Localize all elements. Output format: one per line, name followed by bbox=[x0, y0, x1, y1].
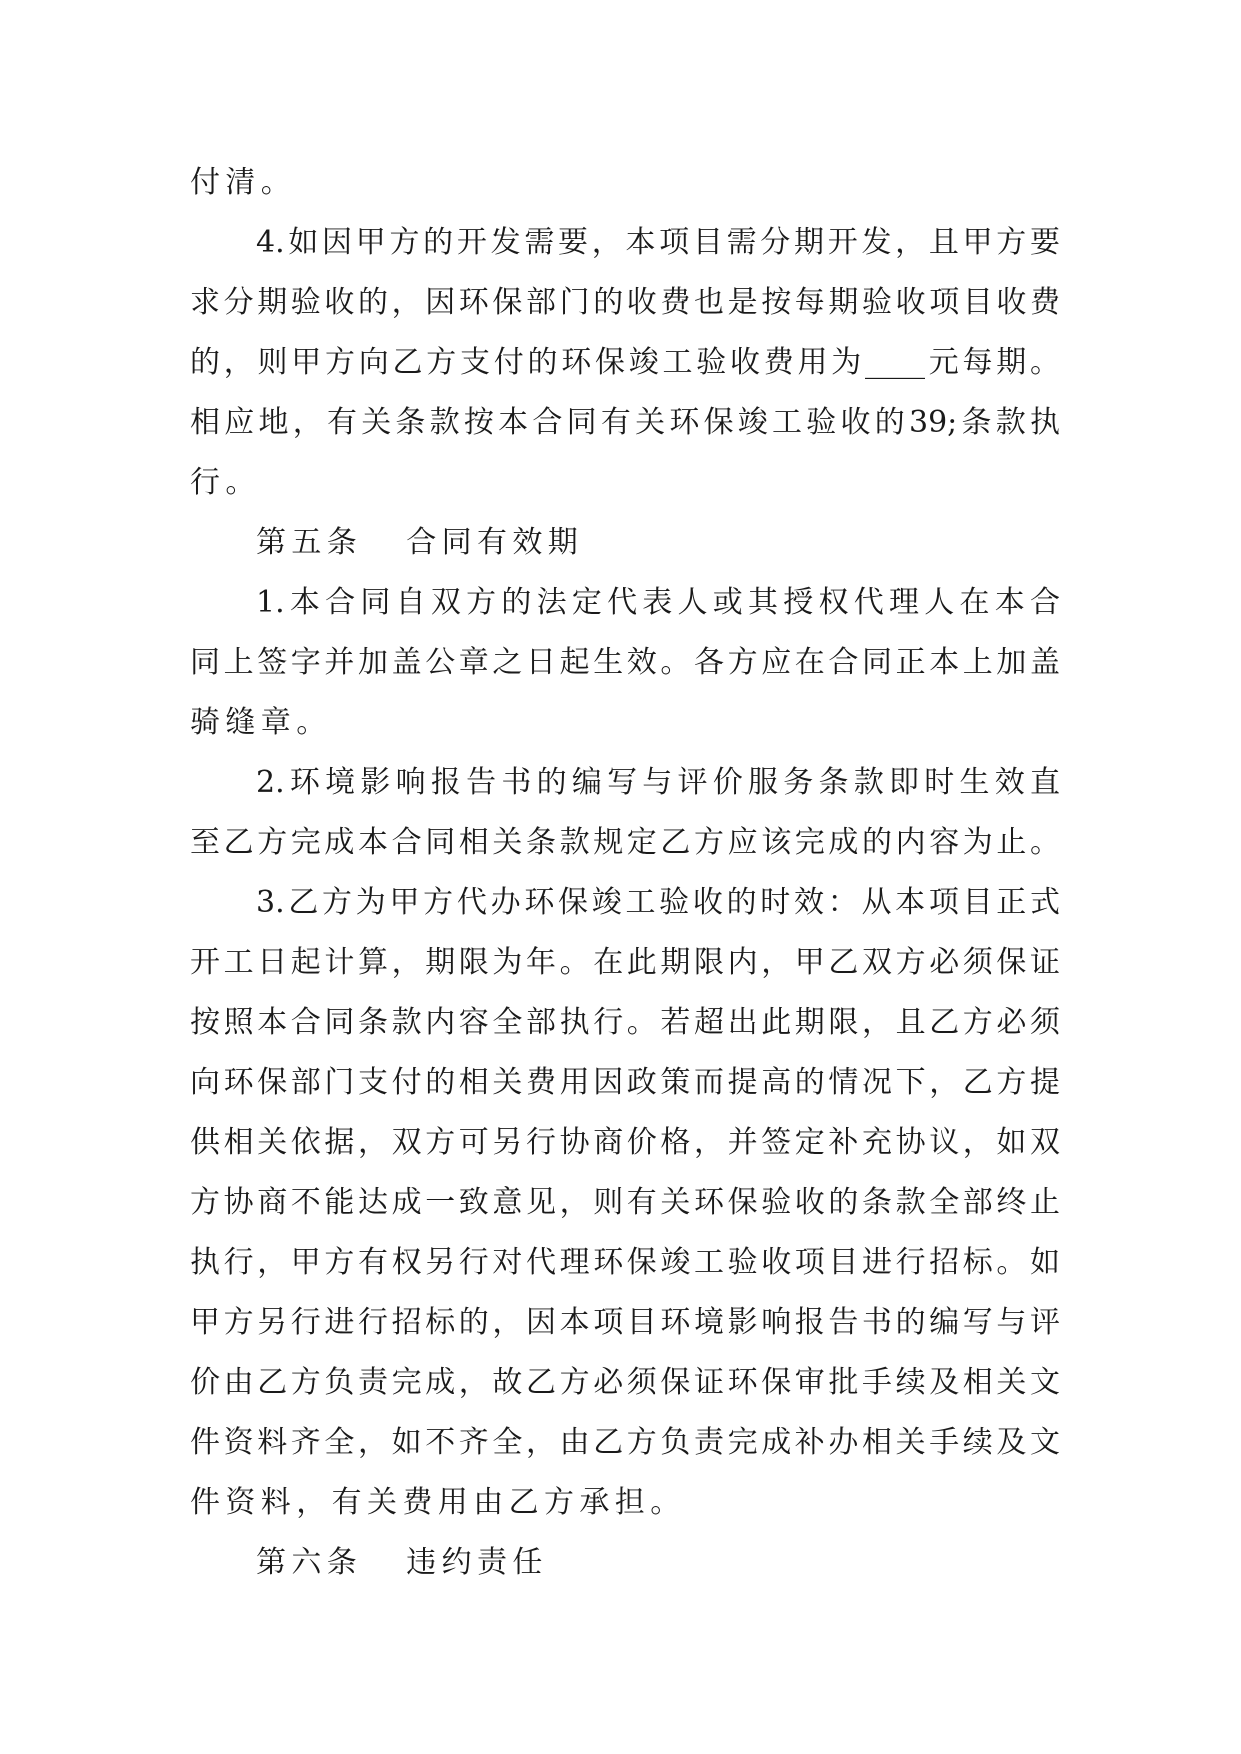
paragraph-line: 2.环境影响报告书的编写与评价服务条款即时生效直 bbox=[256, 765, 1060, 800]
article-heading-5 bbox=[190, 513, 1060, 573]
paragraph-line: 相应地，有关条款按本合同有关环保竣工验收的39;条款执 bbox=[190, 405, 1060, 440]
article-number: 第五条 bbox=[256, 525, 363, 560]
paragraph-line: 价由乙方负责完成，故乙方必须保证环保审批手续及相关文 bbox=[190, 1365, 1060, 1400]
paragraph-line: 至乙方完成本合同相关条款规定乙方应该完成的内容为止。 bbox=[190, 825, 1060, 860]
article-number: 第六条 bbox=[256, 1545, 363, 1580]
article-title: 违约责任 bbox=[406, 1545, 548, 1580]
paragraph-line: 付清。 bbox=[190, 165, 297, 200]
paragraph-line: 供相关依据，双方可另行协商价格，并签定补充协议，如双 bbox=[190, 1125, 1060, 1160]
paragraph-line: 件资料，有关费用由乙方承担。 bbox=[190, 1485, 686, 1520]
paragraph-line: 1.本合同自双方的法定代表人或其授权代理人在本合 bbox=[256, 585, 1060, 620]
paragraph-line: 求分期验收的，因环保部门的收费也是按每期验收项目收费 bbox=[190, 285, 1060, 320]
paragraph-line: 3.乙方为甲方代办环保竣工验收的时效：从本项目正式 bbox=[256, 885, 1060, 920]
paragraph-line: 的，则甲方向乙方支付的环保竣工验收费用为____元每期。 bbox=[190, 345, 1060, 380]
contract-text bbox=[190, 153, 1060, 1593]
paragraph-line: 行。 bbox=[190, 465, 261, 500]
paragraph-line: 方协商不能达成一致意见，则有关环保验收的条款全部终止 bbox=[190, 1185, 1060, 1220]
paragraph-line: 开工日起计算，期限为年。在此期限内，甲乙双方必须保证 bbox=[190, 945, 1060, 980]
paragraph-line: 4.如因甲方的开发需要，本项目需分期开发，且甲方要 bbox=[256, 225, 1060, 260]
article-title: 合同有效期 bbox=[406, 525, 584, 560]
article-heading-6 bbox=[190, 1533, 1060, 1593]
paragraph-line: 向环保部门支付的相关费用因政策而提高的情况下，乙方提 bbox=[190, 1065, 1060, 1100]
paragraph-line: 骑缝章。 bbox=[190, 705, 332, 740]
paragraph-line: 按照本合同条款内容全部执行。若超出此期限，且乙方必须 bbox=[190, 1005, 1060, 1040]
paragraph-line: 执行，甲方有权另行对代理环保竣工验收项目进行招标。如 bbox=[190, 1245, 1060, 1280]
paragraph-line: 甲方另行进行招标的，因本项目环境影响报告书的编写与评 bbox=[190, 1305, 1060, 1340]
paragraph-line: 同上签字并加盖公章之日起生效。各方应在合同正本上加盖 bbox=[190, 645, 1060, 680]
paragraph-line: 件资料齐全，如不齐全，由乙方负责完成补办相关手续及文 bbox=[190, 1425, 1060, 1460]
